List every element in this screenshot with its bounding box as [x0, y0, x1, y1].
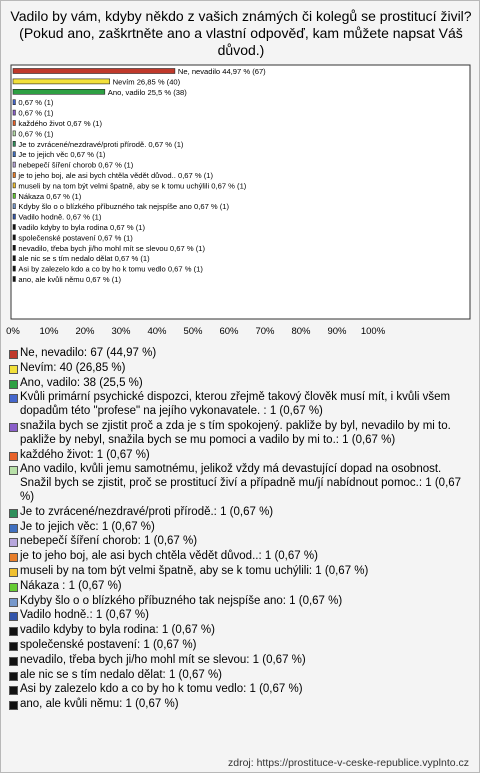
legend-label: snažila bych se zjistit proč a zda je s tím spokojený. pakliže by byl, nevadilo by mi to. pakliže by nebyl, snažila bych se mu pomoci a vadilo by mi to.: 1 (0,67 %): [20, 419, 451, 446]
legend-label: je to jeho boj, ale asi bych chtěla vědět důvod..: 1 (0,67 %): [20, 550, 318, 563]
legend-swatch: [9, 686, 18, 695]
legend-label: Ano, vadilo: 38 (25,5 %): [20, 376, 143, 389]
bar: [13, 162, 15, 167]
bar: [13, 69, 175, 74]
x-tick-label: 10%: [39, 326, 59, 337]
bar-label: 0,67 % (1): [18, 129, 54, 139]
bar-chart: [1, 1, 479, 346]
x-tick-label: 40%: [147, 326, 167, 337]
bar: [13, 141, 15, 146]
bar: [13, 225, 15, 230]
legend-swatch: [9, 524, 18, 533]
bar-label: Nevím 26,85 % (40): [112, 77, 181, 87]
legend-label: museli by na tom být velmi špatně, aby se k tomu uchýlili: 1 (0,67 %): [20, 564, 369, 577]
legend-label: Ano vadilo, kvůli jemu samotnému, jelikož vždy má devastující dopad na osobnost. Snažil bych se zjistit, proč se prostitucí živí a případně mu/jí nabídnout pomoc.: 1 (0,67 %): [20, 463, 462, 503]
bar: [13, 245, 15, 250]
legend-item: [8, 449, 474, 463]
legend-label: ano, ale kvůli němu: 1 (0,67 %): [20, 698, 179, 711]
bar: [13, 152, 15, 157]
legend-label: Kdyby šlo o o blízkého příbuzného tak nejspíše ano: 1 (0,67 %): [20, 594, 343, 607]
bar: [13, 121, 15, 126]
legend-label: společenské postavení: 1 (0,67 %): [20, 638, 197, 651]
legend-item: [8, 624, 474, 638]
x-tick-label: 50%: [183, 326, 203, 337]
bar-label: vadilo kdyby to byla rodina 0,67 % (1): [18, 223, 146, 232]
legend-item: [8, 463, 474, 504]
legend-item: [8, 377, 474, 391]
legend-item: [8, 595, 474, 609]
legend-item: [8, 362, 474, 376]
x-tick-label: 70%: [255, 326, 275, 337]
bar: [13, 266, 15, 271]
source-note: zdroj: https://prostituce-v-ceske-republice.vyplnto.cz: [227, 757, 469, 769]
legend-swatch: [9, 350, 18, 359]
x-tick-label: 0%: [6, 326, 20, 337]
bar: [13, 193, 15, 198]
bar-label: 0,67 % (1): [18, 108, 54, 118]
bar: [13, 235, 15, 240]
legend-item: [8, 683, 474, 697]
legend-item: [8, 654, 474, 668]
legend-item: [8, 669, 474, 683]
bar-label: ale nic se s tím nedalo dělat 0,67 % (1): [18, 254, 150, 264]
x-tick-label: 30%: [111, 326, 131, 337]
legend-swatch: [9, 568, 18, 577]
legend-item: [8, 698, 474, 712]
legend-swatch: [9, 466, 18, 475]
bar: [13, 110, 15, 115]
legend-swatch: [9, 672, 18, 681]
legend-swatch: [9, 701, 18, 710]
bar: [13, 100, 15, 105]
bar-label: je to jeho boj, ale asi bych chtěla vědět důvod.. 0,67 % (1): [18, 171, 214, 180]
bar: [13, 79, 110, 84]
legend-label: ale nic se s tím nedalo dělat: 1 (0,67 %): [20, 668, 222, 681]
legend-swatch: [9, 627, 18, 636]
bar-label: Je to zvrácené/nezdravé/proti přírodě. 0,67 % (1): [18, 139, 184, 149]
bar-label: Ano, vadilo 25,5 % (38): [107, 87, 187, 97]
bar-label: nebepečí šíření chorob 0,67 % (1): [18, 160, 134, 170]
legend-swatch: [9, 612, 18, 621]
x-tick-label: 100%: [360, 326, 386, 337]
bar-label: Vadilo hodně. 0,67 % (1): [18, 212, 102, 222]
legend-item: [8, 391, 474, 419]
legend-label: Ne, nevadilo: 67 (44,97 %): [20, 347, 157, 359]
legend-swatch: [9, 553, 18, 562]
legend-item: [8, 550, 474, 564]
legend-swatch: [9, 598, 18, 607]
legend-swatch: [9, 538, 18, 547]
bar-label: Kdyby šlo o o blízkého příbuzného tak nejspíše ano 0,67 % (1): [18, 202, 230, 212]
legend-label: Je to zvrácené/nezdravé/proti přírodě.: 1 (0,67 %): [20, 505, 274, 518]
chart-legend: [8, 347, 474, 713]
bar-label: společenské postavení 0,67 % (1): [18, 233, 133, 243]
legend-label: Nákaza : 1 (0,67 %): [20, 579, 122, 592]
bar-label: museli by na tom být velmi špatně, aby se k tomu uchýlili 0,67 % (1): [18, 181, 247, 191]
bar: [13, 89, 105, 94]
legend-label: nevadilo, třeba bych ji/ho mohl mít se slevou: 1 (0,67 %): [20, 653, 306, 666]
legend-swatch: [9, 642, 18, 651]
bar-label: každého život 0,67 % (1): [18, 119, 102, 128]
x-tick-label: 80%: [291, 326, 311, 337]
chart-title: Vadilo by vám, kdyby někdo z vašich známých či kolegů se prostitucí živil? (Pokud ano, zaškrtněte ano a vlastní odpověď, kam můžete napsat Váš důvod.): [10, 8, 472, 58]
x-tick-label: 90%: [327, 326, 347, 337]
bar: [13, 204, 15, 209]
legend-swatch: [9, 394, 18, 403]
bar: [13, 214, 15, 219]
legend-item: [8, 565, 474, 579]
legend-swatch: [9, 657, 18, 666]
x-tick-label: 20%: [75, 326, 95, 337]
bar: [13, 256, 15, 261]
legend-swatch: [9, 423, 18, 432]
legend-item: [8, 506, 474, 520]
legend-swatch: [9, 365, 18, 374]
bar-label: nevadilo, třeba bych ji/ho mohl mít se slevou 0,67 % (1): [18, 243, 205, 253]
legend-swatch: [9, 452, 18, 461]
bar: [13, 183, 15, 188]
legend-label: každého život: 1 (0,67 %): [20, 448, 150, 461]
legend-item: [8, 521, 474, 535]
legend-label: Nevím: 40 (26,85 %): [20, 361, 126, 374]
legend-swatch: [9, 380, 18, 389]
bar-label: Ne, nevadilo 44,97 % (67): [177, 67, 266, 76]
bar: [13, 277, 15, 282]
legend-label: Vadilo hodně.: 1 (0,67 %): [20, 609, 149, 622]
legend-label: nebepečí šíření chorob: 1 (0,67 %): [20, 535, 198, 548]
bar: [13, 131, 15, 136]
legend-swatch: [9, 509, 18, 518]
legend-item: [8, 639, 474, 653]
bar: [13, 173, 15, 178]
bar-label: 0,67 % (1): [18, 98, 54, 108]
legend-item: [8, 420, 474, 448]
bar-label: Je to jejich věc 0,67 % (1): [18, 150, 106, 160]
legend-swatch: [9, 583, 18, 592]
legend-label: Kvůli primární psychické dispozci, kterou zřejmě takový člověk musí mít, i kvůli všem dopadům této "profese" na jejího vykonavatele. : 1 (0,67 %): [20, 391, 451, 418]
bar-label: Asi by zalezelo kdo a co by ho k tomu vedlo 0,67 % (1): [18, 264, 203, 274]
bar-label: ano, ale kvůli němu 0,67 % (1): [18, 275, 121, 284]
legend-item: [8, 535, 474, 549]
legend-label: Asi by zalezelo kdo a co by ho k tomu vedlo: 1 (0,67 %): [20, 683, 303, 696]
legend-label: vadilo kdyby to byla rodina: 1 (0,67 %): [20, 624, 215, 637]
legend-item: [8, 609, 474, 623]
x-tick-label: 60%: [219, 326, 239, 337]
legend-label: Je to jejich věc: 1 (0,67 %): [20, 520, 155, 533]
legend-item: [8, 580, 474, 594]
bar-label: Nákaza 0,67 % (1): [18, 191, 82, 201]
legend-item: [8, 347, 474, 361]
